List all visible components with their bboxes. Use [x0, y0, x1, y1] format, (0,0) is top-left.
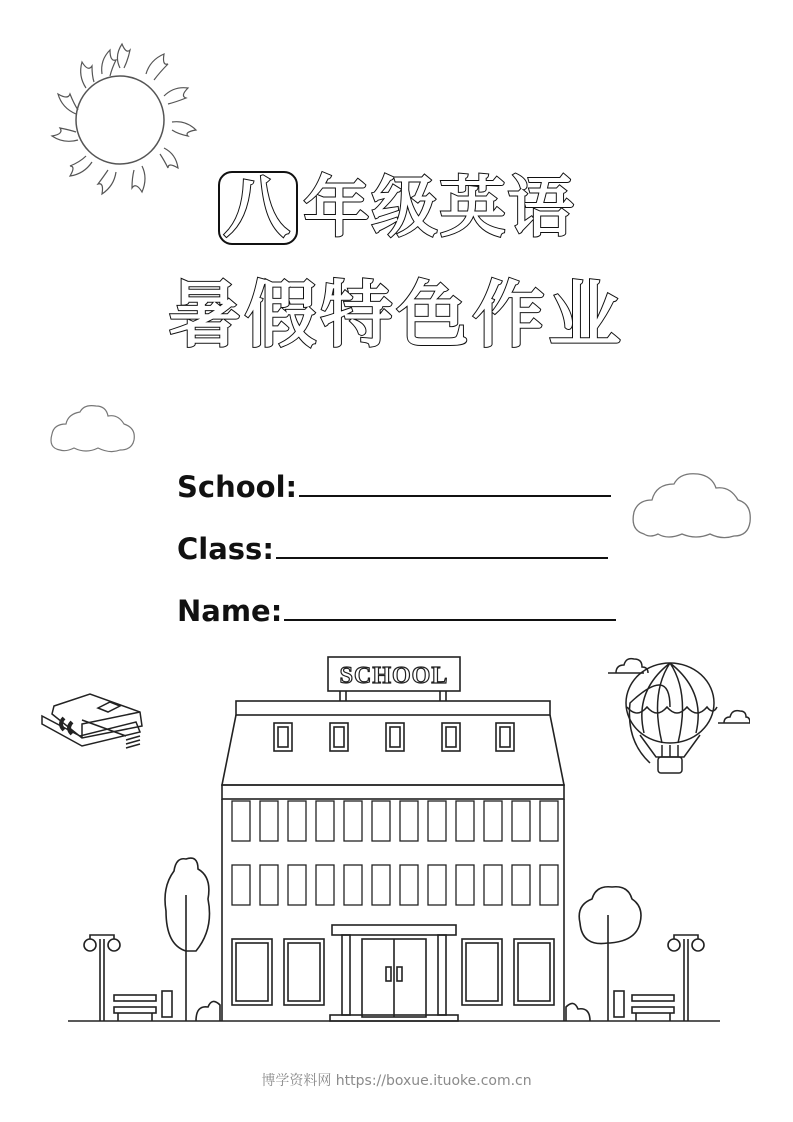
- class-blank[interactable]: [276, 556, 608, 559]
- cloud-icon: [630, 470, 754, 542]
- class-label: Class:: [177, 532, 274, 566]
- title-line-2: 暑假特色作业: [168, 273, 625, 357]
- school-field[interactable]: [177, 442, 616, 504]
- school-blank[interactable]: [299, 494, 611, 497]
- student-info-form: [177, 442, 616, 628]
- footer-watermark: 博学资料网 https://boxue.ituoke.com.cn: [261, 1073, 532, 1089]
- name-label: Name:: [177, 594, 283, 628]
- title-line-1: [0, 168, 793, 248]
- school-sign-text: SCHOOL: [339, 663, 449, 689]
- name-field[interactable]: [177, 566, 616, 628]
- school-label: School:: [177, 470, 298, 504]
- cloud-icon: [48, 404, 138, 454]
- class-field[interactable]: [177, 504, 616, 566]
- school-building-illustration: [60, 655, 730, 1027]
- grade-badge: 八: [218, 171, 298, 245]
- name-blank[interactable]: [284, 618, 616, 621]
- title-subject: 年级英语: [303, 169, 576, 246]
